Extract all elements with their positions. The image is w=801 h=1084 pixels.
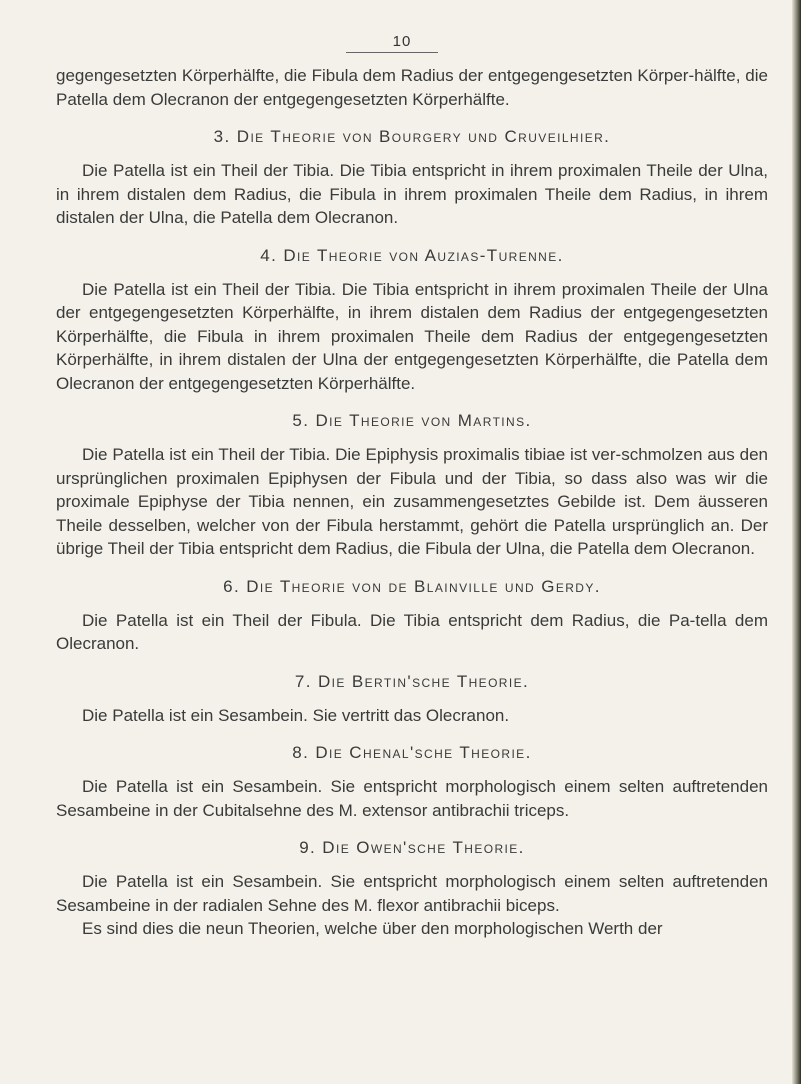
header-rule bbox=[346, 52, 438, 53]
page-body bbox=[56, 64, 768, 941]
section-heading: 4. Die Theorie von Auzias-Turenne. bbox=[260, 245, 564, 265]
paragraph: Die Patella ist ein Theil der Tibia. Die Tibia entspricht in ihrem proximalen Theile der Ulna, in ihrem distalen dem Radius, die Fibula in ihrem proximalen Theile dem Radius, in ihrem distalen der Ulna, die Patella dem Olecranon. bbox=[56, 161, 768, 227]
section-heading: 9. Die Owen'sche Theorie. bbox=[299, 838, 525, 857]
paragraph: Die Patella ist ein Theil der Fibula. Die Tibia entspricht dem Radius, die Pa-tella dem Olecranon. bbox=[56, 610, 768, 653]
page-edge-shadow bbox=[792, 0, 801, 1084]
paragraph: Die Patella ist ein Sesambein. Sie vertritt das Olecranon. bbox=[82, 705, 510, 725]
section-heading: 6. Die Theorie von de Blainville und Gerdy. bbox=[223, 576, 601, 596]
paragraph: Es sind dies die neun Theorien, welche über den morphologischen Werth der bbox=[82, 919, 663, 938]
section-heading: 5. Die Theorie von Martins. bbox=[292, 411, 532, 430]
section-heading: 3. Die Theorie von Bourgery und Cruveilhier. bbox=[213, 127, 611, 146]
paragraph: Die Patella ist ein Sesambein. Sie entspricht morphologisch einem selten auftretenden Sesambeine in der Cubitalsehne des M. extensor antibrachii triceps. bbox=[56, 777, 768, 820]
paragraph: Die Patella ist ein Sesambein. Sie entspricht morphologisch einem selten auftretenden Sesambeine in der radialen Sehne des M. flexor antibrachii biceps. bbox=[56, 872, 768, 915]
section-heading: 8. Die Chenal'sche Theorie. bbox=[292, 743, 532, 762]
paragraph: Die Patella ist ein Theil der Tibia. Die Tibia entspricht in ihrem proximalen Theile der Ulna der entgegengesetzten Körperhälfte, in ihrem distalen dem Radius der entgegengesetzten Körperhälfte, die Fibula in ihrem proximalen Theile dem Radius der entgegengesetzten Körperhälfte, in ihrem distalen der Ulna der entgegengesetzten Körperhälfte, die Patella dem Olecranon der entgegengesetzten Körperhälfte. bbox=[56, 279, 768, 393]
paragraph: Die Patella ist ein Theil der Tibia. Die Epiphysis proximalis tibiae ist ver-schmolzen aus den ursprünglichen proximalen Epiphysen der Fibula und der Tibia, so dass also was wir die proximale Epiphyse der Tibia nennen, ein zusammengesetztes Gebilde ist. Dem äusseren Theile desselben, welcher von der Fibula herstammt, gehört die Patella ursprünglich an. Der übrige Theil der Tibia entspricht dem Radius, die Fibula der Ulna, die Patella dem Olecranon. bbox=[56, 445, 768, 558]
page-number: 10 bbox=[392, 33, 412, 50]
section-heading: 7. Die Bertin'sche Theorie. bbox=[294, 671, 530, 691]
paragraph: gegengesetzten Körperhälfte, die Fibula dem Radius der entgegengesetzten Körper-hälfte, die Patella dem Olecranon der entgegengesetzten Körperhälfte. bbox=[56, 66, 768, 109]
